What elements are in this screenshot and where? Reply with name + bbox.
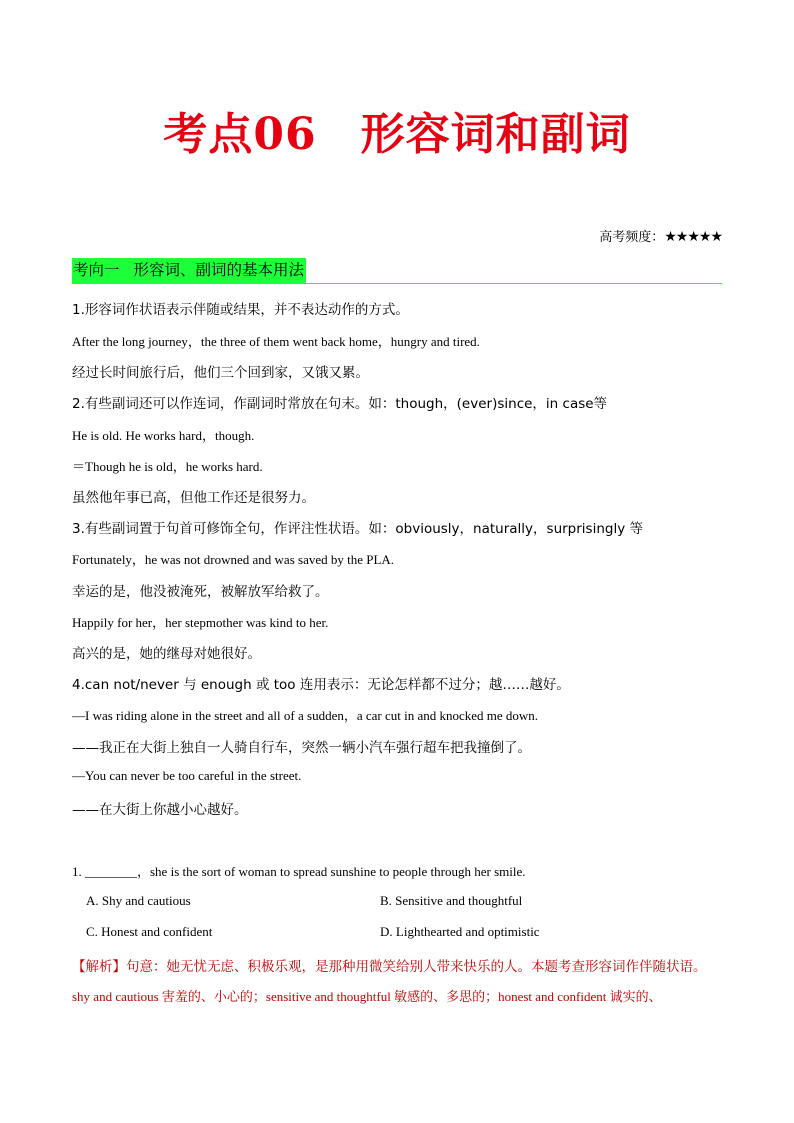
example-2-cn: 虽然他年事已高，但他工作还是很努力。 [72, 490, 315, 506]
dialog-2-en: —You can never be too careful in the street. [72, 768, 302, 783]
option-c: C. Honest and confident [86, 924, 213, 939]
title-part2: 形容词和副词 [360, 109, 631, 160]
analysis-line-1 [72, 955, 707, 975]
section-label-1: 考向一 [73, 261, 120, 279]
example-3-en: Fortunately，he was not drowned and was saved by the PLA. [72, 552, 395, 567]
analysis-tag: 【解析】 [72, 959, 126, 975]
analysis-text-1: 句意：她无忧无虑、积极乐观，是那种用微笑给别人带来快乐的人。本题考查形容词作伴随状语。 [126, 959, 707, 975]
option-a: A. Shy and cautious [86, 893, 191, 908]
example-2-alt: ＝Though he is old，he works hard. [72, 459, 263, 474]
section-highlight [72, 258, 306, 283]
page-title [0, 98, 794, 162]
example-2-en: He is old. He works hard，though. [72, 428, 255, 443]
section-label-2: 形容词、副词的基本用法 [133, 261, 305, 279]
exam-frequency [599, 226, 722, 245]
example-3-cn: 幸运的是，他没被淹死，被解放军给救了。 [72, 584, 329, 600]
title-part1: 考点06 [163, 109, 317, 160]
rule-3: 3.有些副词置于句首可修饰全句，作评注性状语。如：obviously，naturally，surprisingly 等 [72, 521, 643, 537]
question-stem: 1. ________，she is the sort of woman to spread sunshine to people through her smile. [72, 864, 526, 879]
dialog-2-cn: ——在大街上你越小心越好。 [72, 802, 248, 818]
rule-2: 2.有些副词还可以作连词，作副词时常放在句末。如：though，(ever)since，in case等 [72, 396, 608, 412]
dialog-1-en: —I was riding alone in the street and all of a sudden，a car cut in and knocked me down. [72, 708, 539, 723]
example-4-en: Happily for her，her stepmother was kind to her. [72, 615, 329, 630]
option-b: B. Sensitive and thoughtful [380, 893, 523, 908]
option-d: D. Lighthearted and optimistic [380, 924, 540, 939]
example-1-cn: 经过长时间旅行后，他们三个回到家，又饿又累。 [72, 365, 369, 381]
example-1-en: After the long journey，the three of them went back home，hungry and tired. [72, 334, 480, 349]
dialog-1-cn: ——我正在大街上独自一人骑自行车，突然一辆小汽车强行超车把我撞倒了。 [72, 740, 531, 756]
section-underline [72, 283, 722, 284]
section-heading [72, 258, 722, 284]
frequency-label: 高考频度： [599, 230, 665, 245]
rule-1: 1.形容词作状语表示伴随或结果，并不表达动作的方式。 [72, 302, 409, 318]
frequency-stars: ★★★★★ [664, 229, 722, 245]
rule-4: 4.can not/never 与 enough 或 too 连用表示：无论怎样都不过分；越……越好。 [72, 677, 570, 693]
analysis-line-2: shy and cautious 害羞的、小心的；sensitive and thoughtful 敏感的、多思的；honest and confident 诚实的、 [72, 989, 662, 1004]
example-4-cn: 高兴的是，她的继母对她很好。 [72, 646, 261, 662]
